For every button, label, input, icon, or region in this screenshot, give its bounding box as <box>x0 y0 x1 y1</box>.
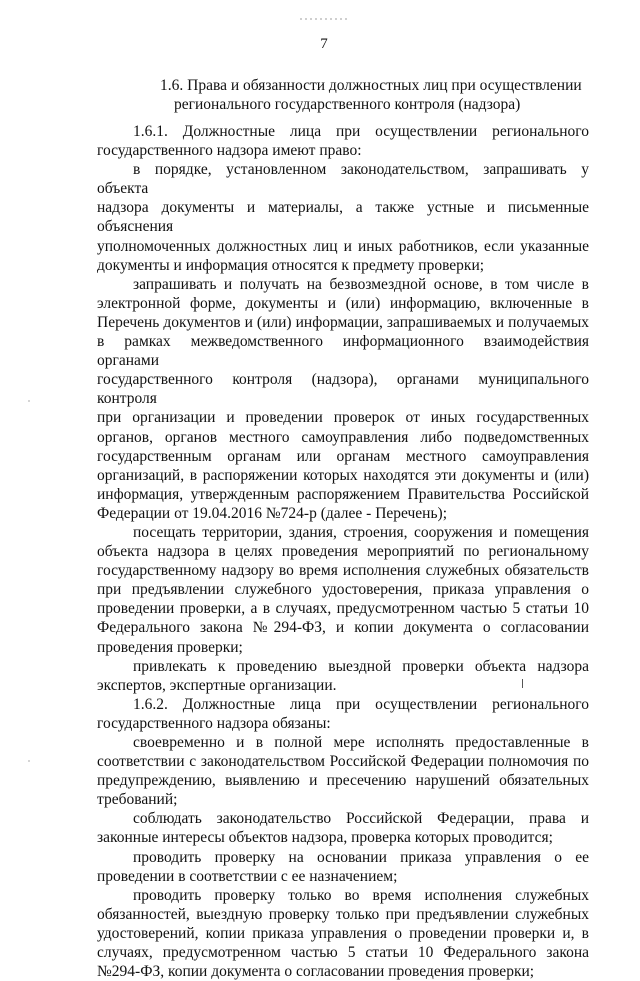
paragraph-line: Перечень документов и (или) информации, запрашиваемых и получаемых <box>97 313 589 331</box>
paragraph <box>97 733 589 809</box>
paragraph-line: посещать территории, здания, строения, сооружения и помещения <box>133 523 589 541</box>
scan-artifact <box>300 18 350 20</box>
paragraph-line: в порядке, установленном законодательством, запрашивать у объекта <box>97 161 589 198</box>
paragraph-line: государственному надзору во время исполнения служебных обязательств <box>97 562 589 580</box>
paragraph-line: своевременно и в полной мере исполнять предоставленные в <box>133 734 589 751</box>
paragraph-line: информация, утвержденным распоряжением Правительства Российской <box>97 485 589 503</box>
paragraph-line: организаций, в распоряжении которых находятся эти документы и (или) <box>97 466 589 484</box>
paragraph-line: случаях, предусмотренном частью 5 статьи 10 Федерального закона <box>97 944 589 962</box>
paragraph-line: уполномоченных должностных лиц и иных работников, если указанные <box>97 237 589 255</box>
paragraph-line: законные интересы объектов надзора, проверка которых проводится; <box>97 829 553 847</box>
heading-line: 1.6. Права и обязанности должностных лиц при осуществлении <box>160 77 582 94</box>
paragraph <box>97 160 589 275</box>
paragraph-line: запрашивать и получать на безвозмездной основе, в том числе в <box>133 275 589 293</box>
paragraph <box>97 886 589 981</box>
paragraph-line: при предъявлении служебного удостоверения, приказа управления о <box>97 581 589 599</box>
paragraph-line: в рамках межведомственного информационного взаимодействия органами <box>97 333 589 370</box>
paragraph-line: требований; <box>97 791 178 809</box>
paragraph-line: электронной форме, документы и (или) информацию, включенные в <box>97 294 589 312</box>
paragraph <box>97 809 589 847</box>
paragraph-line: №294-ФЗ, копии документа о согласовании проведения проверки; <box>97 963 535 981</box>
paragraph-line: удостоверений, копии приказа управления о проведении проверки и, в <box>97 924 589 942</box>
document-body <box>97 122 589 981</box>
paragraph-line: проводить проверку на основании приказа управления о ее <box>133 848 589 866</box>
paragraph-line: органов, органов местного самоуправления либо подведомственных <box>97 428 589 446</box>
paragraph-line: государственным органам или органам местного самоуправления <box>97 447 589 465</box>
paragraph-line: Федерации от 19.04.2016 №724-р (далее - Перечень); <box>97 504 448 522</box>
paragraph-line: объекта надзора в целях проведения мероприятий по региональному <box>97 543 589 561</box>
paragraph-line: Федерального закона №294-ФЗ, и копии документа о согласовании <box>97 619 589 637</box>
paragraph-line: соответствии с законодательством Российской Федерации полномочия по <box>97 753 589 771</box>
paragraph-line: государственного контроля (надзора), органами муниципального контроля <box>97 371 589 408</box>
paragraph <box>97 848 589 886</box>
paragraph-line: документы и информация относятся к предмету проверки; <box>97 256 485 274</box>
paragraph <box>97 275 589 523</box>
scan-artifact <box>28 760 30 762</box>
paragraph-line: при организации и проведении проверок от иных государственных <box>97 409 589 427</box>
paragraph-line: 1.6.2. Должностные лица при осуществлении регионального <box>133 695 589 713</box>
paragraph-line: проведении проверки, а в случаях, предусмотренном частью 5 статьи 10 <box>97 600 589 618</box>
paragraph-line: проведении в соответствии с ее назначением; <box>97 867 398 885</box>
paragraph <box>97 122 589 160</box>
paragraph-line: проводить проверку только во время исполнения служебных <box>133 886 589 904</box>
scan-artifact <box>522 679 523 688</box>
paragraph-line: экспертов, экспертные организации. <box>97 676 337 694</box>
scan-artifact <box>28 400 30 402</box>
paragraph-line: проведения проверки; <box>97 638 243 656</box>
paragraph <box>97 695 589 733</box>
paragraph-line: государственного надзора имеют право: <box>97 142 362 160</box>
paragraph-line: 1.6.1. Должностные лица при осуществлении регионального <box>133 123 589 140</box>
paragraph-line: надзора документы и материалы, а также устные и письменные объяснения <box>97 199 589 236</box>
paragraph-line: обязанностей, выездную проверку только при предъявлении служебных <box>97 905 589 923</box>
paragraph-line: привлекать к проведению выездной проверки объекта надзора <box>133 657 589 675</box>
paragraph <box>97 523 589 657</box>
page-number: 7 <box>320 36 328 52</box>
paragraph <box>97 657 589 695</box>
paragraph-line: предупреждению, выявлению и пресечению нарушений обязательных <box>97 772 589 790</box>
section-heading <box>160 76 600 114</box>
heading-line: регионального государственного контроля (надзора) <box>174 96 521 113</box>
paragraph-line: государственного надзора обязаны: <box>97 714 331 732</box>
paragraph-line: соблюдать законодательство Российской Федерации, права и <box>133 810 589 828</box>
